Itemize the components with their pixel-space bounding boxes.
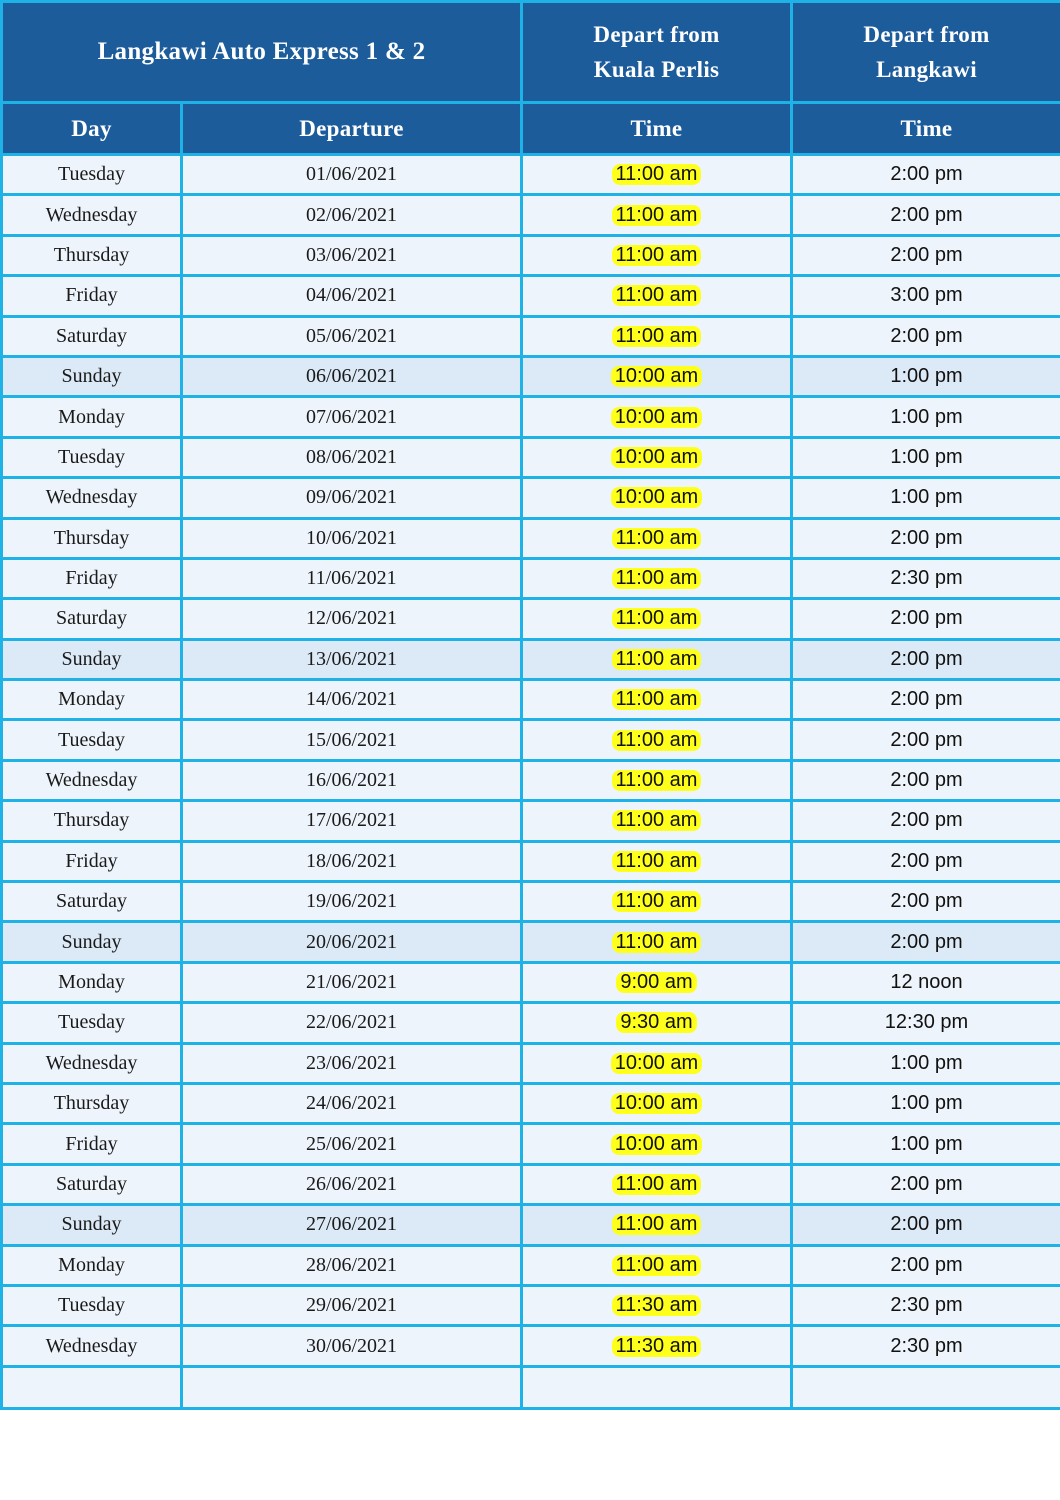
table-row [2, 760, 1060, 800]
langkawi-time-cell: 2:00 pm [792, 801, 1060, 841]
highlighted-time: 11:00 am [612, 568, 702, 589]
kuala-perlis-time-cell [522, 356, 792, 396]
day-cell: Monday [2, 1245, 182, 1285]
kuala-perlis-time-cell [522, 680, 792, 720]
day-cell: Saturday [2, 882, 182, 922]
departure-date-cell: 07/06/2021 [182, 397, 522, 437]
table-row [2, 195, 1060, 235]
highlighted-time: 11:00 am [612, 1174, 702, 1195]
langkawi-time-cell: 2:00 pm [792, 518, 1060, 558]
kuala-perlis-time-cell [522, 1003, 792, 1043]
langkawi-time-cell: 1:00 pm [792, 1124, 1060, 1164]
langkawi-time-cell: 2:00 pm [792, 841, 1060, 881]
column-header-departure: Departure [182, 103, 522, 155]
kuala-perlis-time-cell [522, 316, 792, 356]
highlighted-time: 10:00 am [611, 1053, 702, 1074]
table-row [2, 356, 1060, 396]
langkawi-time-cell: 1:00 pm [792, 1083, 1060, 1123]
column-header-row [2, 103, 1060, 155]
header-depart-kuala-perlis-line2: Kuala Perlis [593, 57, 720, 82]
kuala-perlis-time-cell [522, 558, 792, 598]
header-depart-langkawi-line1: Depart from [863, 22, 990, 47]
table-row [2, 1124, 1060, 1164]
highlighted-time: 11:00 am [612, 689, 702, 710]
kuala-perlis-time-cell [522, 720, 792, 760]
table-row [2, 437, 1060, 477]
departure-date-cell: 10/06/2021 [182, 518, 522, 558]
highlighted-time: 10:00 am [611, 366, 702, 387]
langkawi-time-cell: 1:00 pm [792, 397, 1060, 437]
day-cell: Sunday [2, 639, 182, 679]
kuala-perlis-time-cell [522, 1164, 792, 1204]
column-header-day: Day [2, 103, 182, 155]
column-header-time-kuala-perlis: Time [522, 103, 792, 155]
schedule-body [2, 155, 1060, 1409]
kuala-perlis-time-cell [522, 195, 792, 235]
column-header-time-langkawi: Time [792, 103, 1060, 155]
day-cell: Wednesday [2, 1043, 182, 1083]
kuala-perlis-time-cell [522, 1285, 792, 1325]
departure-date-cell: 20/06/2021 [182, 922, 522, 962]
table-row [2, 922, 1060, 962]
departure-date-cell: 28/06/2021 [182, 1245, 522, 1285]
departure-date-cell: 29/06/2021 [182, 1285, 522, 1325]
langkawi-time-cell: 2:00 pm [792, 316, 1060, 356]
highlighted-time: 11:00 am [612, 730, 702, 751]
kuala-perlis-time-cell [522, 1205, 792, 1245]
table-row [2, 801, 1060, 841]
langkawi-time-cell: 2:00 pm [792, 599, 1060, 639]
kuala-perlis-time-cell [522, 518, 792, 558]
day-cell: Sunday [2, 922, 182, 962]
departure-date-cell: 21/06/2021 [182, 962, 522, 1002]
langkawi-time-cell: 1:00 pm [792, 1043, 1060, 1083]
highlighted-time: 11:00 am [612, 245, 702, 266]
highlighted-time: 10:00 am [611, 1093, 702, 1114]
empty-row [2, 1366, 1060, 1408]
table-row [2, 558, 1060, 598]
langkawi-time-cell: 1:00 pm [792, 356, 1060, 396]
highlighted-time: 11:00 am [612, 932, 702, 953]
table-row [2, 235, 1060, 275]
departure-date-cell: 08/06/2021 [182, 437, 522, 477]
highlighted-time: 11:00 am [612, 1255, 702, 1276]
highlighted-time: 9:30 am [616, 1012, 696, 1033]
departure-date-cell: 06/06/2021 [182, 356, 522, 396]
table-row [2, 639, 1060, 679]
kuala-perlis-time-cell [522, 1043, 792, 1083]
langkawi-time-cell: 2:30 pm [792, 558, 1060, 598]
highlighted-time: 10:00 am [611, 447, 702, 468]
langkawi-time-cell: 2:00 pm [792, 1164, 1060, 1204]
departure-date-cell: 26/06/2021 [182, 1164, 522, 1204]
kuala-perlis-time-cell [522, 760, 792, 800]
langkawi-time-cell: 3:00 pm [792, 276, 1060, 316]
table-row [2, 962, 1060, 1002]
highlighted-time: 11:00 am [612, 810, 702, 831]
day-cell: Friday [2, 841, 182, 881]
day-cell: Tuesday [2, 437, 182, 477]
langkawi-time-cell: 2:00 pm [792, 720, 1060, 760]
day-cell: Tuesday [2, 720, 182, 760]
table-row [2, 841, 1060, 881]
kuala-perlis-time-cell [522, 235, 792, 275]
kuala-perlis-time-cell [522, 1124, 792, 1164]
langkawi-time-cell: 2:00 pm [792, 155, 1060, 195]
kuala-perlis-time-cell [522, 1083, 792, 1123]
kuala-perlis-time-cell [522, 841, 792, 881]
day-cell: Wednesday [2, 760, 182, 800]
kuala-perlis-time-cell [522, 397, 792, 437]
departure-date-cell: 13/06/2021 [182, 639, 522, 679]
highlighted-time: 11:30 am [612, 1336, 702, 1357]
kuala-perlis-time-cell [522, 1326, 792, 1366]
day-cell: Wednesday [2, 1326, 182, 1366]
langkawi-time-cell: 2:00 pm [792, 680, 1060, 720]
langkawi-time-cell: 2:30 pm [792, 1326, 1060, 1366]
day-cell: Thursday [2, 1083, 182, 1123]
highlighted-time: 11:00 am [612, 770, 702, 791]
kuala-perlis-time-cell [522, 922, 792, 962]
departure-date-cell: 18/06/2021 [182, 841, 522, 881]
departure-date-cell: 30/06/2021 [182, 1326, 522, 1366]
departure-date-cell: 02/06/2021 [182, 195, 522, 235]
table-row [2, 276, 1060, 316]
empty-cell [2, 1366, 182, 1408]
day-cell: Friday [2, 1124, 182, 1164]
day-cell: Monday [2, 962, 182, 1002]
day-cell: Saturday [2, 316, 182, 356]
day-cell: Sunday [2, 1205, 182, 1245]
day-cell: Thursday [2, 235, 182, 275]
day-cell: Monday [2, 680, 182, 720]
day-cell: Wednesday [2, 478, 182, 518]
header-depart-kuala-perlis-line1: Depart from [593, 22, 720, 47]
highlighted-time: 11:00 am [612, 1214, 702, 1235]
langkawi-time-cell: 1:00 pm [792, 478, 1060, 518]
day-cell: Saturday [2, 599, 182, 639]
day-cell: Tuesday [2, 155, 182, 195]
langkawi-time-cell: 1:00 pm [792, 437, 1060, 477]
empty-cell [182, 1366, 522, 1408]
langkawi-time-cell: 2:00 pm [792, 1245, 1060, 1285]
table-row [2, 882, 1060, 922]
day-cell: Saturday [2, 1164, 182, 1204]
day-cell: Friday [2, 276, 182, 316]
empty-cell [522, 1366, 792, 1408]
table-row [2, 720, 1060, 760]
table-row [2, 680, 1060, 720]
table-row [2, 1205, 1060, 1245]
highlighted-time: 11:30 am [612, 1295, 702, 1316]
schedule-title: Langkawi Auto Express 1 & 2 [2, 2, 522, 103]
highlighted-time: 11:00 am [612, 205, 702, 226]
highlighted-time: 11:00 am [612, 649, 702, 670]
langkawi-time-cell: 2:00 pm [792, 1205, 1060, 1245]
highlighted-time: 11:00 am [612, 326, 702, 347]
langkawi-time-cell: 12:30 pm [792, 1003, 1060, 1043]
departure-date-cell: 16/06/2021 [182, 760, 522, 800]
langkawi-time-cell: 2:00 pm [792, 760, 1060, 800]
table-row [2, 478, 1060, 518]
day-cell: Monday [2, 397, 182, 437]
table-row [2, 155, 1060, 195]
header-depart-langkawi-line2: Langkawi [876, 57, 977, 82]
departure-date-cell: 04/06/2021 [182, 276, 522, 316]
langkawi-time-cell: 12 noon [792, 962, 1060, 1002]
highlighted-time: 11:00 am [612, 528, 702, 549]
kuala-perlis-time-cell [522, 962, 792, 1002]
header-depart-kuala-perlis [522, 2, 792, 103]
day-cell: Wednesday [2, 195, 182, 235]
departure-date-cell: 24/06/2021 [182, 1083, 522, 1123]
departure-date-cell: 01/06/2021 [182, 155, 522, 195]
highlighted-time: 11:00 am [612, 285, 702, 306]
header-depart-langkawi [792, 2, 1060, 103]
title-row [2, 2, 1060, 103]
highlighted-time: 10:00 am [611, 407, 702, 428]
empty-cell [792, 1366, 1060, 1408]
table-row [2, 1326, 1060, 1366]
table-row [2, 1164, 1060, 1204]
departure-date-cell: 25/06/2021 [182, 1124, 522, 1164]
kuala-perlis-time-cell [522, 599, 792, 639]
highlighted-time: 9:00 am [616, 972, 696, 993]
departure-date-cell: 14/06/2021 [182, 680, 522, 720]
langkawi-time-cell: 2:00 pm [792, 639, 1060, 679]
table-row [2, 1003, 1060, 1043]
kuala-perlis-time-cell [522, 882, 792, 922]
departure-date-cell: 23/06/2021 [182, 1043, 522, 1083]
departure-date-cell: 19/06/2021 [182, 882, 522, 922]
langkawi-time-cell: 2:30 pm [792, 1285, 1060, 1325]
day-cell: Thursday [2, 518, 182, 558]
kuala-perlis-time-cell [522, 801, 792, 841]
departure-date-cell: 27/06/2021 [182, 1205, 522, 1245]
departure-date-cell: 22/06/2021 [182, 1003, 522, 1043]
highlighted-time: 10:00 am [611, 1134, 702, 1155]
table-row [2, 1285, 1060, 1325]
kuala-perlis-time-cell [522, 639, 792, 679]
langkawi-time-cell: 2:00 pm [792, 922, 1060, 962]
highlighted-time: 10:00 am [611, 487, 702, 508]
table-row [2, 1245, 1060, 1285]
departure-date-cell: 05/06/2021 [182, 316, 522, 356]
table-row [2, 518, 1060, 558]
departure-date-cell: 09/06/2021 [182, 478, 522, 518]
table-row [2, 599, 1060, 639]
highlighted-time: 11:00 am [612, 851, 702, 872]
departure-date-cell: 03/06/2021 [182, 235, 522, 275]
table-row [2, 1043, 1060, 1083]
departure-date-cell: 15/06/2021 [182, 720, 522, 760]
kuala-perlis-time-cell [522, 276, 792, 316]
highlighted-time: 11:00 am [612, 891, 702, 912]
langkawi-time-cell: 2:00 pm [792, 235, 1060, 275]
day-cell: Tuesday [2, 1003, 182, 1043]
day-cell: Sunday [2, 356, 182, 396]
langkawi-time-cell: 2:00 pm [792, 195, 1060, 235]
table-row [2, 397, 1060, 437]
kuala-perlis-time-cell [522, 478, 792, 518]
langkawi-time-cell: 2:00 pm [792, 882, 1060, 922]
table-row [2, 1083, 1060, 1123]
departure-date-cell: 17/06/2021 [182, 801, 522, 841]
highlighted-time: 11:00 am [612, 164, 702, 185]
day-cell: Tuesday [2, 1285, 182, 1325]
departure-date-cell: 12/06/2021 [182, 599, 522, 639]
kuala-perlis-time-cell [522, 1245, 792, 1285]
day-cell: Thursday [2, 801, 182, 841]
departure-date-cell: 11/06/2021 [182, 558, 522, 598]
table-row [2, 316, 1060, 356]
highlighted-time: 11:00 am [612, 608, 702, 629]
day-cell: Friday [2, 558, 182, 598]
kuala-perlis-time-cell [522, 155, 792, 195]
kuala-perlis-time-cell [522, 437, 792, 477]
